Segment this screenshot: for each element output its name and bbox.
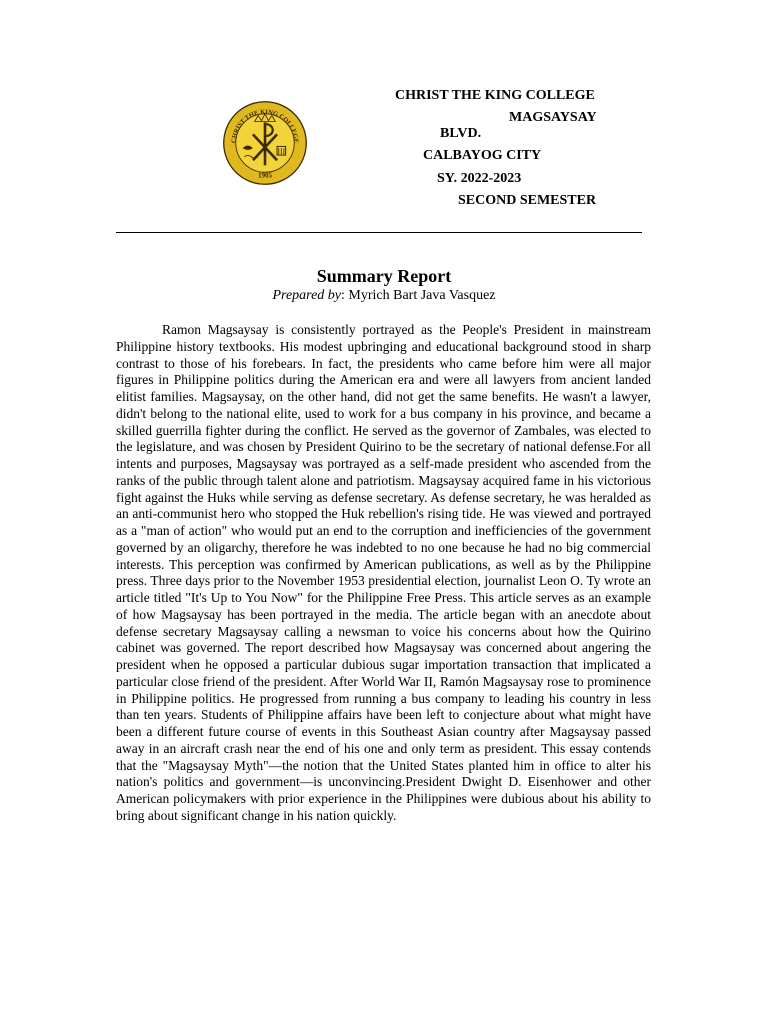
report-title: Summary Report <box>316 266 452 286</box>
header-divider <box>116 232 642 233</box>
address-line-1: MAGSAYSAY <box>509 110 597 125</box>
college-seal-logo <box>222 100 308 186</box>
prepared-by-label: Prepared by <box>272 288 342 303</box>
school-name: CHRIST THE KING COLLEGE <box>395 88 595 103</box>
school-year: SY. 2022-2023 <box>437 171 522 186</box>
prepared-by-line <box>0 288 768 304</box>
semester: SECOND SEMESTER <box>458 193 597 208</box>
city: CALBAYOG CITY <box>423 148 542 163</box>
prepared-by-name: : Myrich Bart Java Vasquez <box>341 288 496 303</box>
report-body: Ramon Magsaysay is consistently portrayed as the People's President in mainstream Philippine history textbooks. His modest upbringing and educational background stood in sharp contrast to those of his forebears. In fact, the presidents who came before him were all major figures in Philippine politics during the American era and were all lawyers from ancient landed elitist families. Magsaysay, on the other hand, did not get the same benefits. He wasn't a lawyer, didn't belong to the national elite, used to work for a bus company in his province, and became a skilled guerrilla fighter during the conflict. He served as the governor of Zambales, was elected to the legislature, and was chosen by President Quirino to be the secretary of national defense.For all intents and purposes, Magsaysay was portrayed as a self-made president who ascended from the ranks of the public through talent alone and patriotism. Magsaysay acquired fame in his victorious fight against the Huks while serving as defense secretary. As defense secretary, he was heralded as an anti-communist hero who stopped the Huk rebellion's rising tide. He was viewed and portrayed as a "man of action" who would put an end to the corruption and inefficiencies of the government governed by an oligarchy, therefore he was indebted to no one because he had no big commercial interests. This perception was confirmed by American publications, as well as by the Philippine press. Three days prior to the November 1953 presidential election, journalist Leon O. Ty wrote an article titled "It's Up to You Now" for the Philippine Free Press. This article serves as an example of how Magsaysay has been portrayed in the media. The article began with an anecdote about defense secretary Magsaysay calling a newsman to voice his concerns about how the Quirino cabinet was governed. The report described how Magsaysay was concerned about angering the president when he opposed a particular dubious sugar importation transaction that implicated a particular close friend of the president. After World War II, Ramón Magsaysay rose to prominence in Philippine politics. He progressed from running a bus company to leading his country in less than ten years. Students of Philippine affairs have been left to conjecture about what might have been a different future course of events in this Southeast Asian country after Magsaysay passed away in an aircraft crash near the end of his one and only term as president. This essay contends that the "Magsaysay Myth"—the notion that the United States planted him in office to alter his nation's politics and government—is unconvincing.President Dwight D. Eisenhower and other American policymakers with prior experience in the Philippines were dubious about his ability to bring about significant change in his nation quickly. <box>116 322 651 823</box>
address-line-2: BLVD. <box>440 126 482 141</box>
seal-year: 1905 <box>258 172 272 180</box>
seal-ring-text: CHRIST THE KING COLLEGE <box>230 108 300 144</box>
